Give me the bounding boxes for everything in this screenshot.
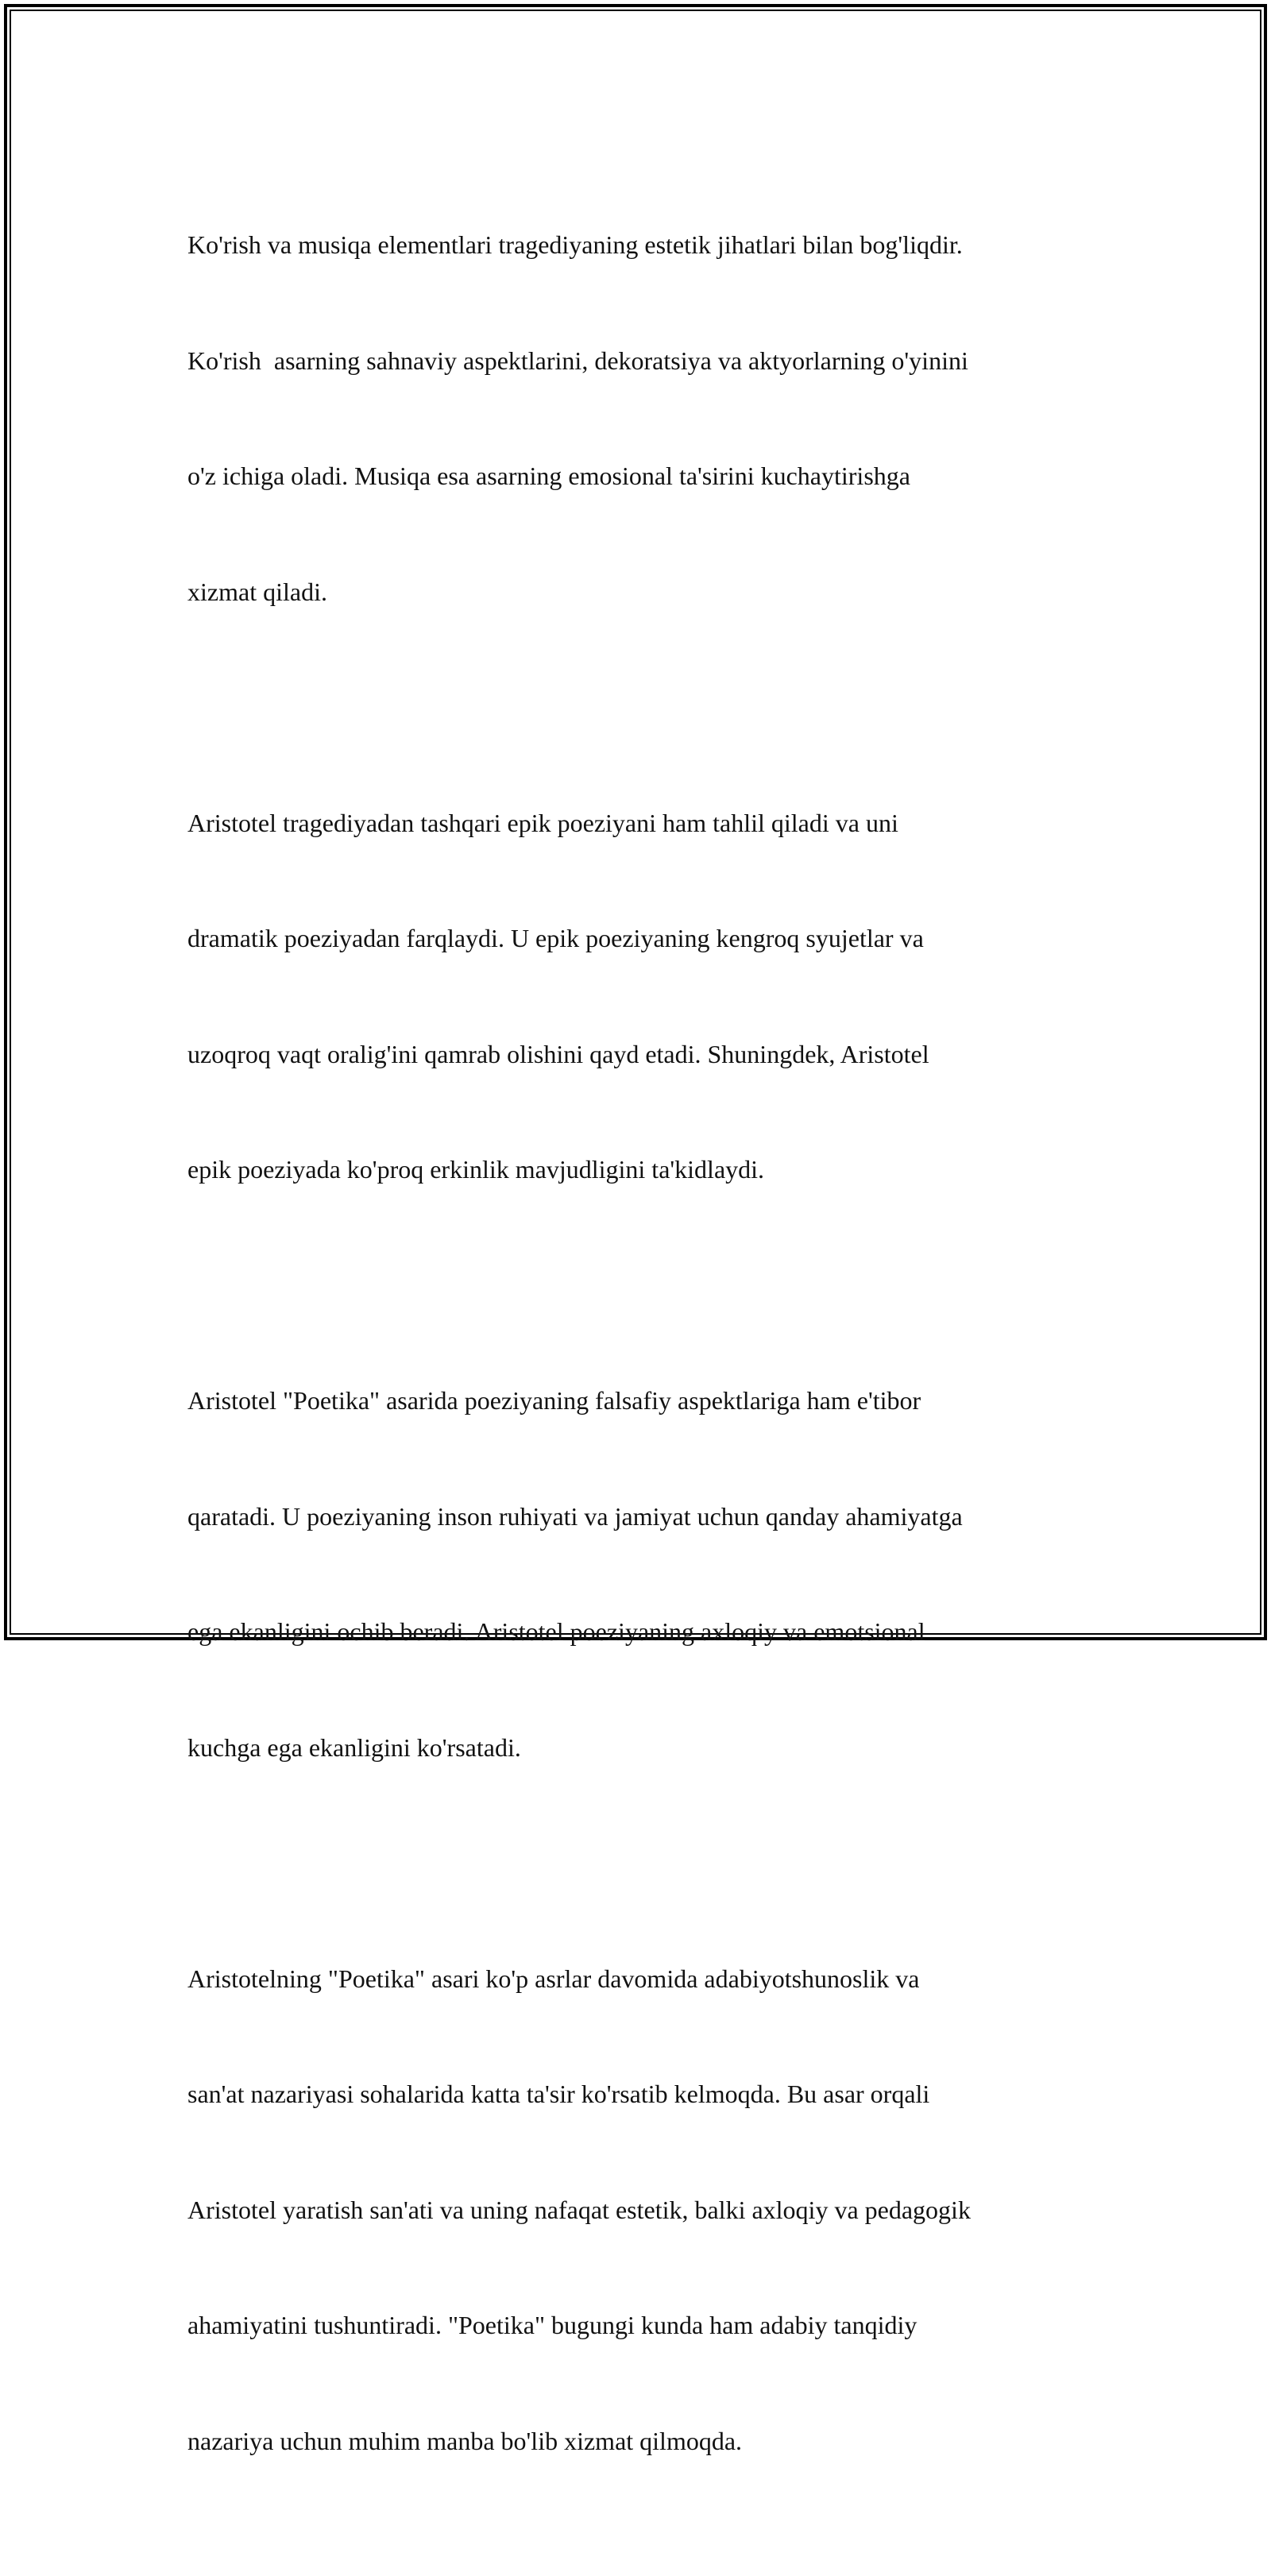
text-line: san'at nazariyasi sohalarida katta ta'sir ko'rsatib kelmoqda. Bu asar orqali	[187, 2080, 930, 2108]
text-line: kuchga ega ekanligini ko'rsatadi.	[187, 1732, 521, 1762]
text-line: Aristotelning "Poetika" asari ko'p asrlar davomida adabiyotshunoslik va	[187, 1964, 920, 1993]
text-line: Ko'rish va musiqa elementlari tragediyaning estetik jihatlari bilan bog'liqdir.	[187, 230, 963, 259]
text-line: o'z ichiga oladi. Musiqa esa asarning emosional ta'sirini kuchaytirishga	[187, 462, 910, 490]
paragraph-2	[187, 727, 1093, 1266]
text-line: ega ekanligini ochib beradi. Aristotel poeziyaning axloqiy va emotsional	[187, 1617, 925, 1646]
paragraph-1	[187, 149, 1093, 688]
paragraph-3	[187, 1304, 1093, 1844]
text-line: xizmat qiladi.	[187, 577, 327, 606]
text-line: Aristotel tragediyadan tashqari epik poeziyani ham tahlil qiladi va uni	[187, 808, 898, 837]
text-line: dramatik poeziyadan farqlaydi. U epik poeziyaning kengroq syujetlar va	[187, 924, 924, 952]
text-line: qaratadi. U poeziyaning inson ruhiyati va jamiyat uchun qanday ahamiyatga	[187, 1501, 963, 1531]
text-line: ahamiyatini tushuntiradi. "Poetika" bugungi kunda ham adabiy tanqidiy	[187, 2311, 918, 2339]
paragraph-4	[187, 1883, 1093, 2538]
text-line: Aristotel "Poetika" asarida poeziyaning falsafiy aspektlariga ham e'tibor	[187, 1386, 921, 1415]
text-line: uzoqroq vaqt oralig'ini qamrab olishini qayd etadi. Shuningdek, Aristotel	[187, 1039, 929, 1068]
text-line: epik poeziyada ko'proq erkinlik mavjudligini ta'kidlaydi.	[187, 1155, 765, 1184]
text-line: Ko'rish asarning sahnaviy aspektlarini, dekoratsiya va aktyorlarning o'yinini	[187, 346, 968, 375]
document-body	[187, 149, 1093, 2576]
text-line: nazariya uchun muhim manba bo'lib xizmat qilmoqda.	[187, 2426, 743, 2455]
text-line: Aristotel yaratish san'ati va uning nafaqat estetik, balki axloqiy va pedagogik	[187, 2195, 971, 2224]
